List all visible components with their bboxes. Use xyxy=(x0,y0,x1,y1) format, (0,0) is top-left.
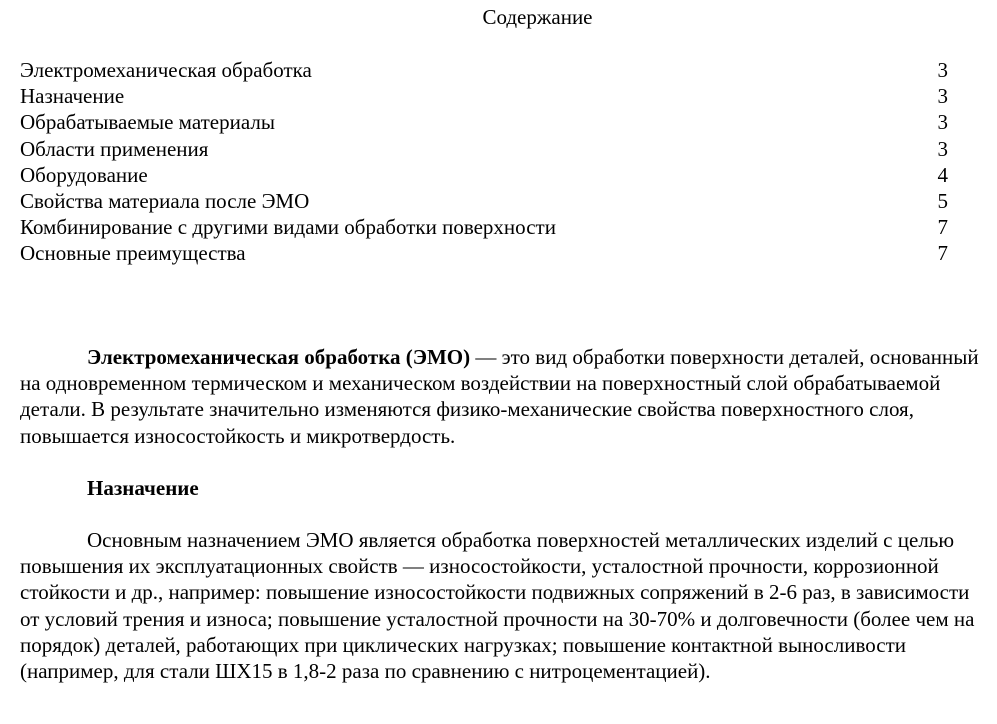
toc-title: Содержание xyxy=(482,5,593,29)
toc-entry-page: 3 xyxy=(937,136,948,161)
toc-entry-page: 3 xyxy=(937,84,948,109)
toc-entry[interactable] xyxy=(20,188,948,214)
toc-entry-page: 3 xyxy=(937,110,948,135)
toc-entry[interactable] xyxy=(20,240,948,266)
section-heading: Назначение xyxy=(87,475,199,500)
toc-entry-label: Области применения xyxy=(20,136,209,161)
toc-entry[interactable] xyxy=(20,214,948,240)
toc-entry[interactable] xyxy=(20,83,948,109)
intro-term: Электромеханическая обработка (ЭМО) xyxy=(87,345,471,369)
toc-entry[interactable] xyxy=(20,57,948,83)
section-paragraph: Основным назначением ЭМО является обработка поверхностей металлических изделий с целью повышения их эксплуатационных свойств — износостойкости, усталостной прочности, коррозионной стойкости и др., например: повышение износостойкости подвижных сопряжений в 2-6 раз, в зависимости от условий трения и износа; повышение усталостной прочности на 30-70% и долговечности (более чем на порядок) деталей, работающих при циклических нагрузках; повышение контактной выносливости (например, для стали ШХ15 в 1,8-2 раза по сравнению с нитроцементацией). xyxy=(20,528,975,684)
toc-entry-label: Обрабатываемые материалы xyxy=(20,110,275,135)
toc-entry-page: 7 xyxy=(937,215,948,240)
toc-entry-page: 3 xyxy=(937,58,948,82)
toc-entry-label: Основные преимущества xyxy=(20,241,246,266)
toc-entry[interactable] xyxy=(20,162,948,188)
toc-entry-label: Оборудование xyxy=(20,162,148,187)
toc-entry-label: Комбинирование с другими видами обработки поверхности xyxy=(20,215,556,240)
toc-entry-label: Электромеханическая обработка xyxy=(20,58,312,82)
intro-paragraph xyxy=(20,344,992,449)
toc-entry-label: Свойства материала после ЭМО xyxy=(20,188,310,213)
toc-entry[interactable] xyxy=(20,136,948,162)
toc-entry-page: 5 xyxy=(937,188,948,213)
toc-entry-page: 7 xyxy=(937,241,948,266)
table-of-contents xyxy=(20,57,948,267)
document-body xyxy=(20,344,992,684)
toc-entry-page: 4 xyxy=(937,162,948,187)
toc-entry[interactable] xyxy=(20,109,948,135)
intro-text: — это вид обработки поверхности деталей, основанный на одновременном термическом и механическом воздействии на поверхностный слой обрабатываемой детали. В результате значительно изменяются физико-механические свойства поверхностного слоя, повышается износостойкость и микротвердость. xyxy=(20,345,979,448)
toc-entry-label: Назначение xyxy=(20,84,125,109)
